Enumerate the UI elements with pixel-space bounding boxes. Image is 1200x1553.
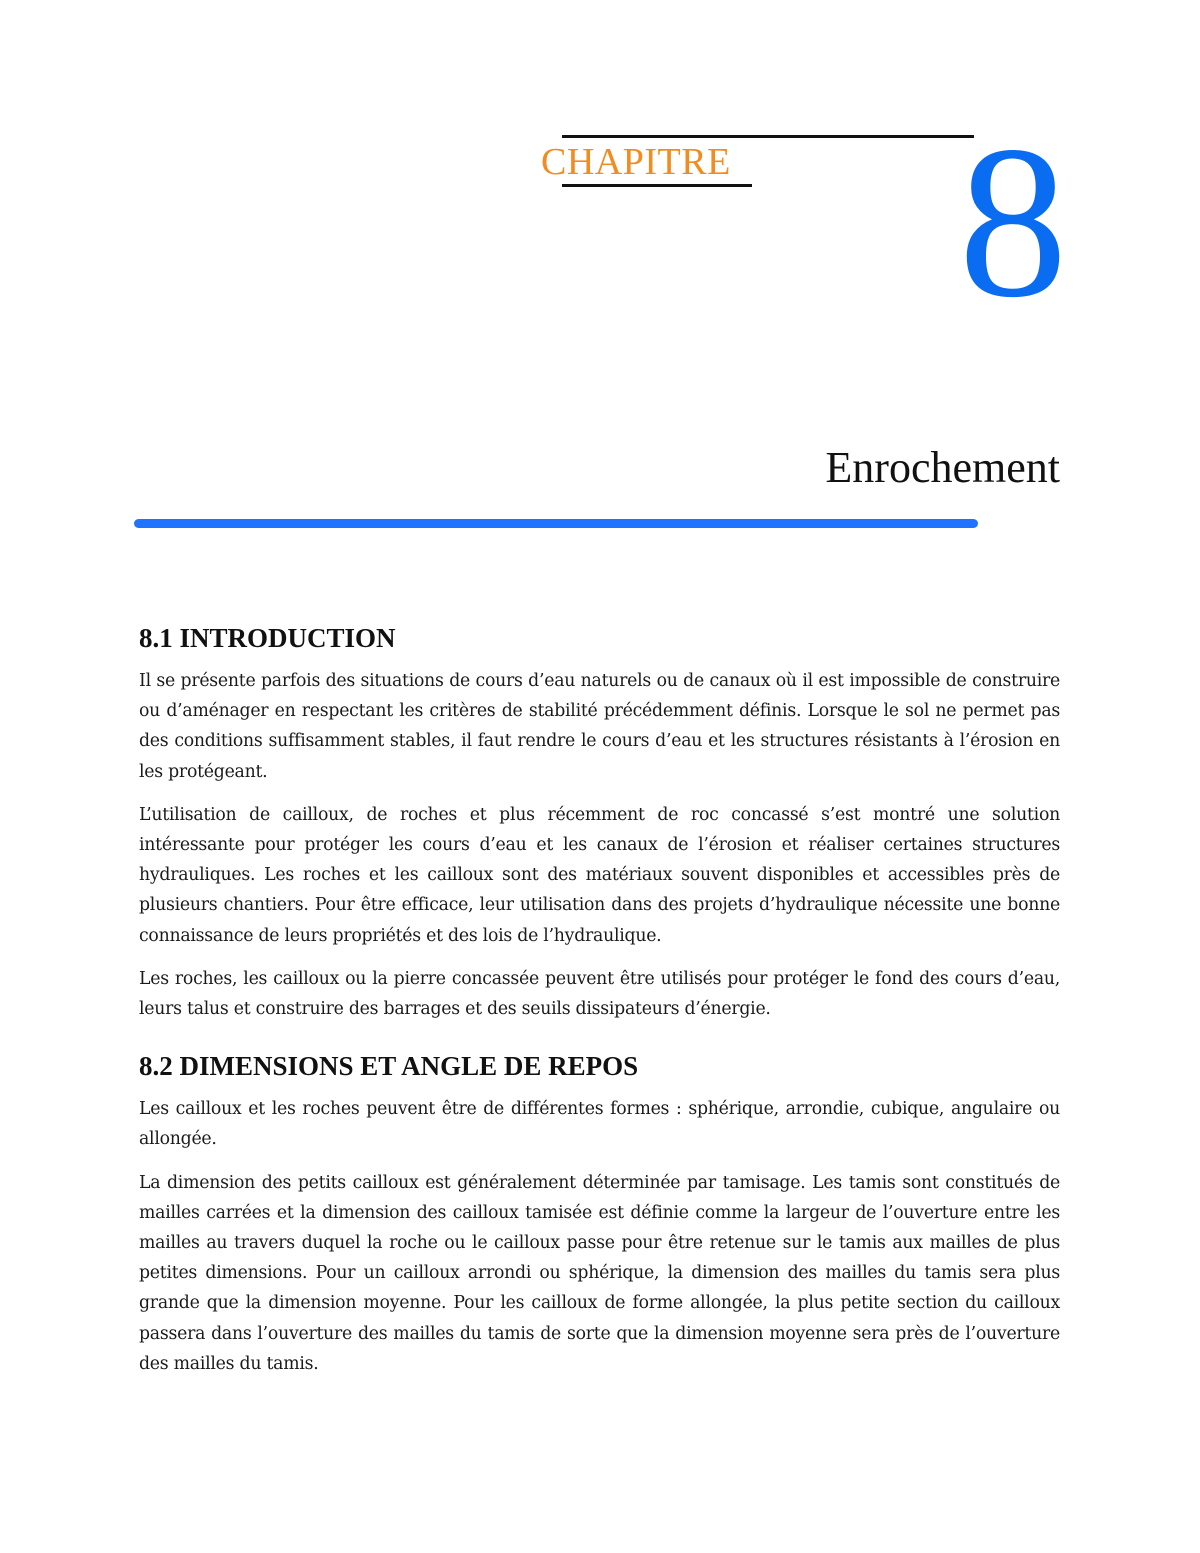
chapter-label-underline bbox=[562, 184, 752, 187]
paragraph: La dimension des petits cailloux est généralement déterminée par tamisage. Les tamis sont constitués de mailles carrées et la dimension des cailloux tamisée est définie comme la largeur de l’ouverture entre les mailles au travers duquel la roche ou le cailloux passe pour être retenue sur le tamis aux mailles de plus petites dimensions. Pour un cailloux arrondi ou sphérique, la dimension des mailles du tamis sera plus grande que la dimension moyenne. Pour les cailloux de forme allongée, la plus petite section du cailloux passera dans l’ouverture des mailles du tamis de sorte que la dimension moyenne sera près de l’ouverture des mailles du tamis. bbox=[139, 1172, 1060, 1374]
section-heading: 8.1 INTRODUCTION bbox=[139, 623, 396, 653]
chapter-top-rule bbox=[562, 135, 974, 138]
chapter-title: Enrochement bbox=[825, 443, 1060, 492]
chapter-body bbox=[139, 620, 1060, 1392]
chapter-label: CHAPITRE bbox=[541, 141, 731, 183]
paragraph: Les roches, les cailloux ou la pierre concassée peuvent être utilisés pour protéger le fond des cours d’eau, leurs talus et construire des barrages et des seuils dissipateurs d’énergie. bbox=[139, 968, 1060, 1020]
section-heading: 8.2 DIMENSIONS ET ANGLE DE REPOS bbox=[139, 1051, 639, 1082]
section-introduction bbox=[139, 620, 1060, 1024]
paragraph: L’utilisation de cailloux, de roches et plus récemment de roc concassé s’est montré une solution intéressante pour protéger les cours d’eau et les canaux de l’érosion et réaliser certaines structures hydrauliques. Les roches et les cailloux sont des matériaux souvent disponibles et accessibles près de plusieurs chantiers. Pour être efficace, leur utilisation dans des projets d’hydraulique nécessite une bonne connaissance de leurs propriétés et des lois de l’hydraulique. bbox=[139, 804, 1060, 946]
paragraph: Il se présente parfois des situations de cours d’eau naturels ou de canaux où il est impossible de construire ou d’aménager en respectant les critères de stabilité précédemment définis. Lorsque le sol ne permet pas des conditions suffisamment stables, il faut rendre le cours d’eau et les structures résistants à l’érosion en les protégeant. bbox=[139, 671, 1060, 782]
section-dimensions bbox=[139, 1048, 1060, 1379]
chapter-title-rule bbox=[134, 519, 978, 528]
chapter-number: 8 bbox=[958, 102, 1068, 343]
paragraph: Les cailloux et les roches peuvent être de différentes formes : sphérique, arrondie, cubique, angulaire ou allongée. bbox=[139, 1099, 1060, 1150]
